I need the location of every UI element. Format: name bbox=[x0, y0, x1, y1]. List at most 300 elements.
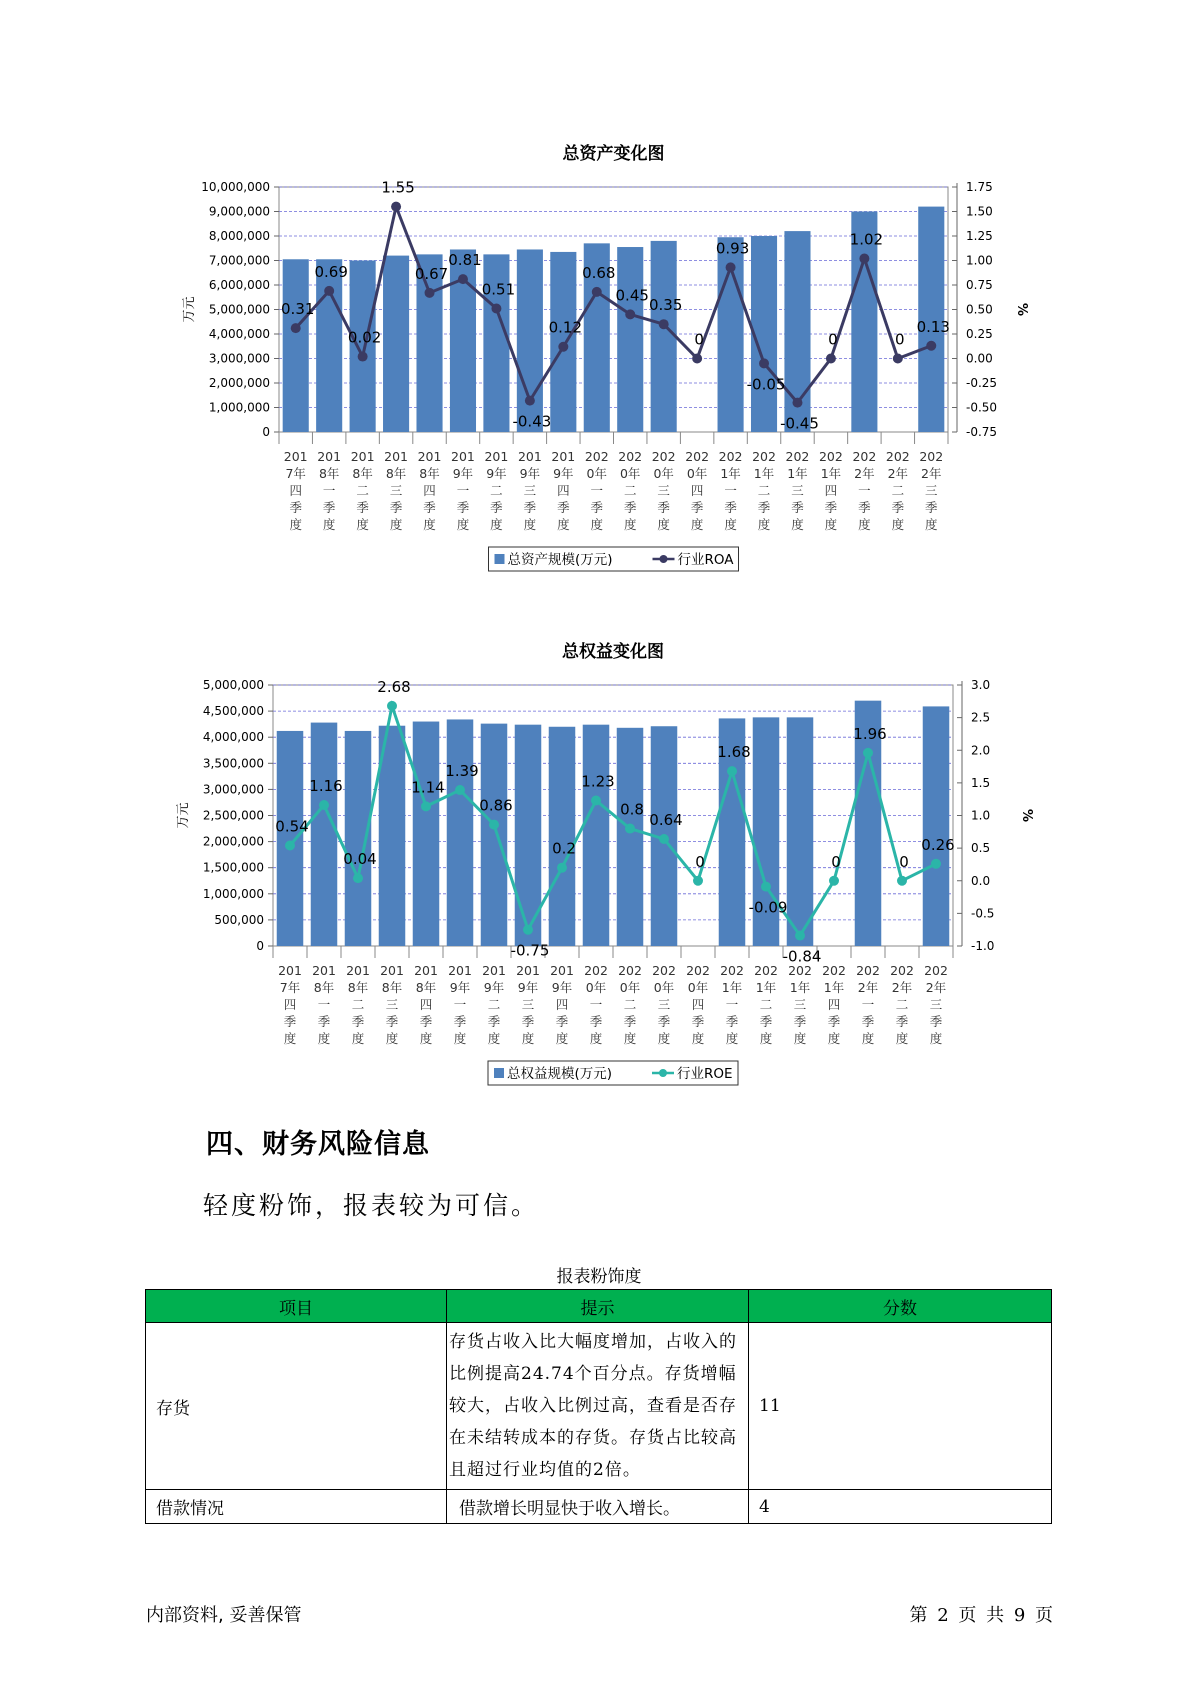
category-label: 季 bbox=[351, 1014, 365, 1029]
left-tick-label: 0 bbox=[262, 425, 270, 439]
category-label: 8年 bbox=[347, 980, 369, 995]
category-label: 一 bbox=[590, 483, 604, 498]
line-point bbox=[826, 354, 836, 364]
category-label: 度 bbox=[793, 1031, 807, 1046]
category-label: 7年 bbox=[279, 980, 301, 995]
line-point bbox=[285, 841, 295, 851]
category-label: 2年 bbox=[891, 980, 913, 995]
right-tick-label: -0.5 bbox=[971, 906, 995, 921]
right-tick-label: 1.75 bbox=[966, 180, 993, 194]
right-tick-label: 3.0 bbox=[971, 678, 991, 692]
legend-bar-label: 总资产规模(万元) bbox=[507, 552, 613, 568]
legend-line-marker bbox=[660, 555, 668, 563]
category-label: 三 bbox=[523, 483, 537, 498]
category-label: 度 bbox=[623, 517, 637, 532]
category-label: 度 bbox=[589, 1031, 603, 1046]
chart-title: 总权益变化图 bbox=[562, 642, 664, 662]
category-label: 9年 bbox=[517, 980, 539, 995]
category-label: 9年 bbox=[519, 466, 541, 481]
category-label: 度 bbox=[523, 517, 537, 532]
category-label: 四 bbox=[289, 483, 302, 498]
right-tick-label: 1.5 bbox=[971, 775, 991, 790]
category-label: 度 bbox=[861, 1031, 875, 1046]
category-label: 201 bbox=[484, 449, 509, 464]
category-label: 0年 bbox=[585, 980, 607, 995]
category-label: 一 bbox=[861, 997, 875, 1012]
bar-mark bbox=[447, 719, 474, 946]
category-label: 202 bbox=[685, 449, 710, 464]
category-label: 四 bbox=[557, 483, 570, 498]
category-label: 三 bbox=[521, 997, 535, 1012]
category-label: 201 bbox=[551, 449, 576, 464]
right-tick-label: 1.50 bbox=[966, 204, 993, 219]
category-label: 二 bbox=[490, 483, 503, 498]
category-label: 季 bbox=[283, 1014, 297, 1029]
category-label: 度 bbox=[724, 517, 737, 532]
category-label: 201 bbox=[278, 963, 302, 978]
category-label: 度 bbox=[791, 517, 804, 532]
line-point bbox=[829, 876, 839, 886]
category-label: 202 bbox=[618, 449, 643, 464]
right-tick-label: 2.5 bbox=[971, 710, 991, 725]
category-label: 度 bbox=[895, 1031, 909, 1046]
category-label: 度 bbox=[351, 1031, 365, 1046]
left-tick-label: 4,500,000 bbox=[202, 704, 264, 719]
line-point bbox=[625, 309, 635, 319]
point-value-label: 0.35 bbox=[648, 296, 683, 315]
category-label: 度 bbox=[925, 517, 938, 532]
point-value-label: 1.96 bbox=[853, 724, 887, 743]
category-label: 季 bbox=[590, 500, 604, 515]
point-value-label: 1.02 bbox=[849, 230, 884, 249]
bar-mark bbox=[651, 241, 677, 432]
category-label: 度 bbox=[317, 1031, 331, 1046]
category-label: 季 bbox=[725, 1014, 739, 1029]
line-point bbox=[893, 354, 903, 364]
category-label: 一 bbox=[724, 483, 737, 498]
category-label: 202 bbox=[852, 449, 877, 464]
category-label: 度 bbox=[657, 1031, 671, 1046]
category-label: 202 bbox=[584, 449, 609, 464]
category-label: 202 bbox=[919, 449, 944, 464]
category-label: 四 bbox=[555, 997, 569, 1012]
line-point bbox=[692, 354, 702, 364]
point-value-label: 0.67 bbox=[414, 264, 449, 283]
left-tick-label: 7,000,000 bbox=[208, 253, 270, 268]
right-axis-unit: % bbox=[1019, 808, 1034, 823]
category-label: 202 bbox=[686, 963, 710, 978]
line-point bbox=[727, 766, 737, 776]
category-label: 8年 bbox=[381, 980, 403, 995]
line-point bbox=[859, 254, 869, 264]
category-label: 1年 bbox=[755, 980, 777, 995]
category-label: 8年 bbox=[352, 466, 373, 481]
point-value-label: 0.26 bbox=[921, 835, 955, 854]
category-label: 季 bbox=[456, 500, 470, 515]
category-label: 三 bbox=[929, 997, 943, 1012]
category-label: 季 bbox=[385, 1014, 399, 1029]
bar-mark bbox=[283, 259, 309, 432]
category-label: 三 bbox=[657, 483, 670, 498]
category-label: 202 bbox=[652, 963, 676, 978]
left-tick-label: 4,000,000 bbox=[202, 730, 264, 745]
right-tick-label: 0.00 bbox=[966, 351, 993, 366]
category-label: 季 bbox=[453, 1014, 467, 1029]
category-label: 二 bbox=[351, 997, 365, 1012]
line-point bbox=[421, 801, 431, 811]
point-value-label: 0.86 bbox=[479, 796, 513, 815]
bar-mark bbox=[311, 723, 338, 946]
category-label: 一 bbox=[317, 997, 331, 1012]
line-point bbox=[525, 396, 535, 406]
category-label: 度 bbox=[389, 517, 403, 532]
category-label: 季 bbox=[925, 500, 938, 515]
table-row bbox=[146, 1490, 1052, 1524]
left-tick-label: 3,000,000 bbox=[202, 782, 264, 797]
category-label: 度 bbox=[759, 1031, 773, 1046]
point-value-label: 1.16 bbox=[309, 777, 343, 796]
point-value-label: 0.45 bbox=[615, 286, 649, 305]
category-label: 201 bbox=[448, 963, 472, 978]
bar-mark bbox=[787, 717, 814, 946]
point-value-label: 0.02 bbox=[347, 328, 382, 347]
point-value-label: -0.05 bbox=[746, 375, 786, 394]
category-label: 季 bbox=[623, 500, 637, 515]
category-label: 201 bbox=[517, 449, 542, 464]
bar-mark bbox=[549, 727, 576, 946]
category-label: 度 bbox=[757, 517, 771, 532]
category-label: 202 bbox=[788, 963, 812, 978]
category-label: 季 bbox=[623, 1014, 637, 1029]
category-label: 季 bbox=[858, 500, 871, 515]
category-label: 9年 bbox=[483, 980, 505, 995]
category-label: 0年 bbox=[686, 466, 708, 481]
bar-mark bbox=[413, 722, 440, 946]
bar-mark bbox=[383, 256, 409, 432]
section-heading: 四、财务风险信息 bbox=[206, 1129, 430, 1160]
category-label: 度 bbox=[289, 517, 302, 532]
point-value-label: 0 bbox=[895, 330, 905, 349]
bar-mark bbox=[277, 731, 304, 946]
category-label: 四 bbox=[827, 997, 841, 1012]
right-tick-label: -0.75 bbox=[966, 425, 998, 439]
category-label: 9年 bbox=[486, 466, 507, 481]
page-number: 第 2 页 共 9 页 bbox=[909, 1605, 1053, 1626]
category-label: 度 bbox=[453, 1031, 467, 1046]
category-label: 1年 bbox=[720, 466, 741, 481]
line-point bbox=[759, 358, 769, 368]
point-value-label: 0.81 bbox=[448, 251, 482, 270]
line-point bbox=[625, 824, 635, 834]
risk-table bbox=[145, 1289, 1052, 1524]
left-tick-label: 3,500,000 bbox=[202, 756, 264, 771]
category-label: 0年 bbox=[619, 980, 641, 995]
category-label: 201 bbox=[380, 963, 404, 978]
category-label: 季 bbox=[757, 500, 771, 515]
category-label: 度 bbox=[557, 517, 570, 532]
category-label: 一 bbox=[589, 997, 603, 1012]
line-point bbox=[353, 873, 363, 883]
line-point bbox=[792, 398, 802, 408]
category-label: 8年 bbox=[385, 466, 407, 481]
line-point bbox=[591, 795, 601, 805]
total-equity-chart bbox=[0, 635, 1191, 1095]
category-label: 季 bbox=[521, 1014, 535, 1029]
category-label: 度 bbox=[929, 1031, 943, 1046]
category-label: 度 bbox=[891, 517, 905, 532]
legend-bar-swatch bbox=[495, 554, 505, 564]
category-label: 季 bbox=[557, 500, 570, 515]
category-label: 度 bbox=[521, 1031, 535, 1046]
point-value-label: 0.31 bbox=[281, 300, 315, 319]
line-point bbox=[659, 834, 669, 844]
legend-line-marker bbox=[659, 1069, 667, 1077]
left-tick-label: 5,000,000 bbox=[208, 302, 270, 317]
category-label: 季 bbox=[322, 500, 336, 515]
left-tick-label: 0 bbox=[256, 939, 264, 953]
point-value-label: -0.43 bbox=[512, 412, 552, 431]
category-label: 2年 bbox=[887, 466, 909, 481]
point-value-label: 0.68 bbox=[582, 263, 616, 282]
table-header-hint: 提示 bbox=[447, 1290, 749, 1323]
category-label: 8年 bbox=[419, 466, 440, 481]
line-point bbox=[795, 931, 805, 941]
chart-title: 总资产变化图 bbox=[562, 144, 665, 164]
point-value-label: 0 bbox=[831, 852, 841, 871]
row-score: 11 bbox=[749, 1323, 1052, 1490]
category-label: 1年 bbox=[753, 466, 775, 481]
right-axis-unit: % bbox=[1014, 302, 1029, 317]
left-tick-label: 10,000,000 bbox=[201, 180, 270, 194]
category-label: 202 bbox=[718, 449, 743, 464]
category-label: 202 bbox=[885, 449, 910, 464]
category-label: 度 bbox=[490, 517, 503, 532]
category-label: 季 bbox=[487, 1014, 501, 1029]
bar-mark bbox=[316, 259, 342, 432]
category-label: 一 bbox=[725, 997, 739, 1012]
category-label: 四 bbox=[690, 483, 704, 498]
category-label: 一 bbox=[858, 483, 871, 498]
category-label: 202 bbox=[752, 449, 776, 464]
category-label: 201 bbox=[350, 449, 375, 464]
legend-line-label: 行业ROE bbox=[677, 1066, 733, 1082]
category-label: 季 bbox=[419, 1014, 433, 1029]
category-label: 202 bbox=[618, 963, 642, 978]
legend-bar-swatch bbox=[494, 1068, 504, 1078]
left-tick-label: 4,000,000 bbox=[208, 327, 270, 341]
category-label: 202 bbox=[822, 963, 846, 978]
right-tick-label: -0.25 bbox=[966, 376, 998, 390]
point-value-label: 1.14 bbox=[411, 778, 445, 797]
category-label: 三 bbox=[925, 483, 938, 498]
right-tick-label: 0.50 bbox=[966, 302, 993, 317]
category-label: 度 bbox=[858, 517, 871, 532]
category-label: 9年 bbox=[452, 466, 474, 481]
row-item: 借款情况 bbox=[146, 1490, 447, 1524]
table-header-item: 项目 bbox=[146, 1290, 447, 1323]
category-label: 四 bbox=[419, 997, 433, 1012]
category-label: 8年 bbox=[318, 466, 340, 481]
category-label: 度 bbox=[555, 1031, 569, 1046]
category-label: 季 bbox=[657, 1014, 671, 1029]
point-value-label: 0.2 bbox=[552, 839, 576, 858]
row-hint: 存货占收入比大幅度增加，占收入的比例提高24.74个百分点。存货增幅较大，占收入比例过高，查看是否存在未结转成本的存货。存货占比较高且超过行业均值的2倍。 bbox=[447, 1323, 749, 1490]
legend-line-label: 行业ROA bbox=[677, 552, 734, 568]
point-value-label: 1.55 bbox=[381, 178, 415, 197]
left-tick-label: 6,000,000 bbox=[208, 278, 270, 292]
point-value-label: -0.09 bbox=[748, 898, 788, 917]
category-label: 季 bbox=[827, 1014, 841, 1029]
line-point bbox=[458, 274, 468, 284]
bar-mark bbox=[481, 724, 508, 946]
category-label: 度 bbox=[691, 1031, 705, 1046]
left-axis-unit: 万元 bbox=[182, 296, 197, 323]
category-label: 度 bbox=[283, 1031, 297, 1046]
line-point bbox=[726, 262, 736, 272]
category-label: 9年 bbox=[449, 980, 471, 995]
category-label: 度 bbox=[824, 517, 838, 532]
category-label: 202 bbox=[856, 963, 880, 978]
category-label: 季 bbox=[861, 1014, 875, 1029]
right-tick-label: -1.0 bbox=[971, 939, 995, 953]
line-point bbox=[693, 876, 703, 886]
total-assets-chart-svg bbox=[0, 135, 1191, 595]
category-label: 季 bbox=[555, 1014, 569, 1029]
point-value-label: 0.13 bbox=[916, 317, 950, 336]
point-value-label: 0 bbox=[694, 330, 704, 349]
category-label: 度 bbox=[385, 1031, 399, 1046]
category-label: 202 bbox=[890, 963, 914, 978]
category-label: 季 bbox=[793, 1014, 807, 1029]
category-label: 0年 bbox=[653, 466, 674, 481]
category-label: 度 bbox=[623, 1031, 637, 1046]
category-label: 201 bbox=[417, 449, 442, 464]
category-label: 季 bbox=[690, 500, 704, 515]
left-tick-label: 5,000,000 bbox=[202, 678, 264, 692]
category-label: 201 bbox=[550, 963, 574, 978]
category-label: 202 bbox=[651, 449, 676, 464]
point-value-label: 0 bbox=[695, 852, 705, 871]
table-caption: 报表粉饰度 bbox=[556, 1267, 642, 1287]
left-tick-label: 1,000,000 bbox=[202, 886, 264, 901]
line-point bbox=[523, 925, 533, 935]
category-label: 202 bbox=[720, 963, 744, 978]
category-label: 202 bbox=[754, 963, 778, 978]
point-value-label: 0.51 bbox=[481, 280, 516, 299]
left-axis-unit: 万元 bbox=[176, 802, 191, 829]
left-tick-label: 1,000,000 bbox=[208, 400, 270, 415]
point-value-label: 0 bbox=[899, 852, 909, 871]
line-point bbox=[455, 785, 465, 795]
bar-mark bbox=[617, 728, 644, 946]
category-label: 201 bbox=[312, 963, 336, 978]
category-label: 8年 bbox=[313, 980, 335, 995]
category-label: 季 bbox=[895, 1014, 909, 1029]
row-hint: 借款增长明显快于收入增长。 bbox=[447, 1490, 749, 1524]
category-label: 季 bbox=[929, 1014, 943, 1029]
right-tick-label: 1.0 bbox=[971, 808, 991, 823]
bar-mark bbox=[923, 706, 950, 946]
category-label: 1年 bbox=[820, 466, 842, 481]
category-label: 202 bbox=[584, 963, 608, 978]
line-point bbox=[931, 859, 941, 869]
category-label: 201 bbox=[346, 963, 370, 978]
category-label: 201 bbox=[384, 449, 409, 464]
category-label: 度 bbox=[827, 1031, 841, 1046]
category-label: 二 bbox=[759, 997, 773, 1012]
left-tick-label: 2,500,000 bbox=[202, 808, 264, 823]
right-tick-label: 0.25 bbox=[966, 327, 993, 341]
category-label: 8年 bbox=[415, 980, 437, 995]
point-value-label: 1.68 bbox=[717, 743, 751, 762]
line-point bbox=[491, 304, 501, 314]
section-summary: 轻度粉饰，报表较为可信。 bbox=[203, 1191, 540, 1220]
category-label: 季 bbox=[759, 1014, 773, 1029]
left-tick-label: 2,000,000 bbox=[202, 834, 264, 849]
category-label: 度 bbox=[725, 1031, 739, 1046]
category-label: 202 bbox=[818, 449, 843, 464]
left-tick-label: 3,000,000 bbox=[208, 351, 270, 366]
point-value-label: 0.64 bbox=[649, 810, 683, 829]
total-equity-chart-svg bbox=[0, 635, 1191, 1095]
category-label: 2年 bbox=[925, 980, 947, 995]
line-point bbox=[324, 286, 334, 296]
category-label: 三 bbox=[793, 997, 807, 1012]
line-point bbox=[592, 287, 602, 297]
category-label: 201 bbox=[414, 963, 438, 978]
category-label: 1年 bbox=[787, 466, 808, 481]
line-point bbox=[557, 863, 567, 873]
category-label: 202 bbox=[785, 449, 810, 464]
category-label: 季 bbox=[317, 1014, 331, 1029]
footer-note: 内部资料, 妥善保管 bbox=[146, 1605, 302, 1626]
category-label: 季 bbox=[490, 500, 503, 515]
total-assets-chart bbox=[0, 135, 1191, 595]
left-tick-label: 1,500,000 bbox=[202, 860, 264, 875]
line-point bbox=[897, 876, 907, 886]
category-label: 201 bbox=[283, 449, 308, 464]
line-point bbox=[926, 341, 936, 351]
point-value-label: 0.54 bbox=[275, 817, 309, 836]
category-label: 一 bbox=[453, 997, 467, 1012]
category-label: 2年 bbox=[921, 466, 942, 481]
category-label: 季 bbox=[824, 500, 838, 515]
category-label: 季 bbox=[389, 500, 403, 515]
category-label: 季 bbox=[724, 500, 737, 515]
line-point bbox=[291, 323, 301, 333]
category-label: 二 bbox=[895, 997, 909, 1012]
category-label: 1年 bbox=[721, 980, 743, 995]
left-tick-label: 9,000,000 bbox=[208, 204, 270, 219]
category-label: 四 bbox=[283, 997, 297, 1012]
category-label: 7年 bbox=[285, 466, 306, 481]
category-label: 度 bbox=[590, 517, 604, 532]
category-label: 二 bbox=[891, 483, 905, 498]
line-point bbox=[391, 202, 401, 212]
bar-mark bbox=[617, 247, 643, 432]
category-label: 季 bbox=[423, 500, 436, 515]
category-label: 9年 bbox=[551, 980, 573, 995]
line-point bbox=[319, 800, 329, 810]
category-label: 201 bbox=[516, 963, 540, 978]
table-header-score: 分数 bbox=[749, 1290, 1052, 1323]
category-label: 三 bbox=[657, 997, 671, 1012]
category-label: 度 bbox=[423, 517, 436, 532]
left-tick-label: 8,000,000 bbox=[208, 229, 270, 243]
table-row bbox=[146, 1323, 1052, 1490]
category-label: 度 bbox=[487, 1031, 501, 1046]
category-label: 季 bbox=[691, 1014, 705, 1029]
